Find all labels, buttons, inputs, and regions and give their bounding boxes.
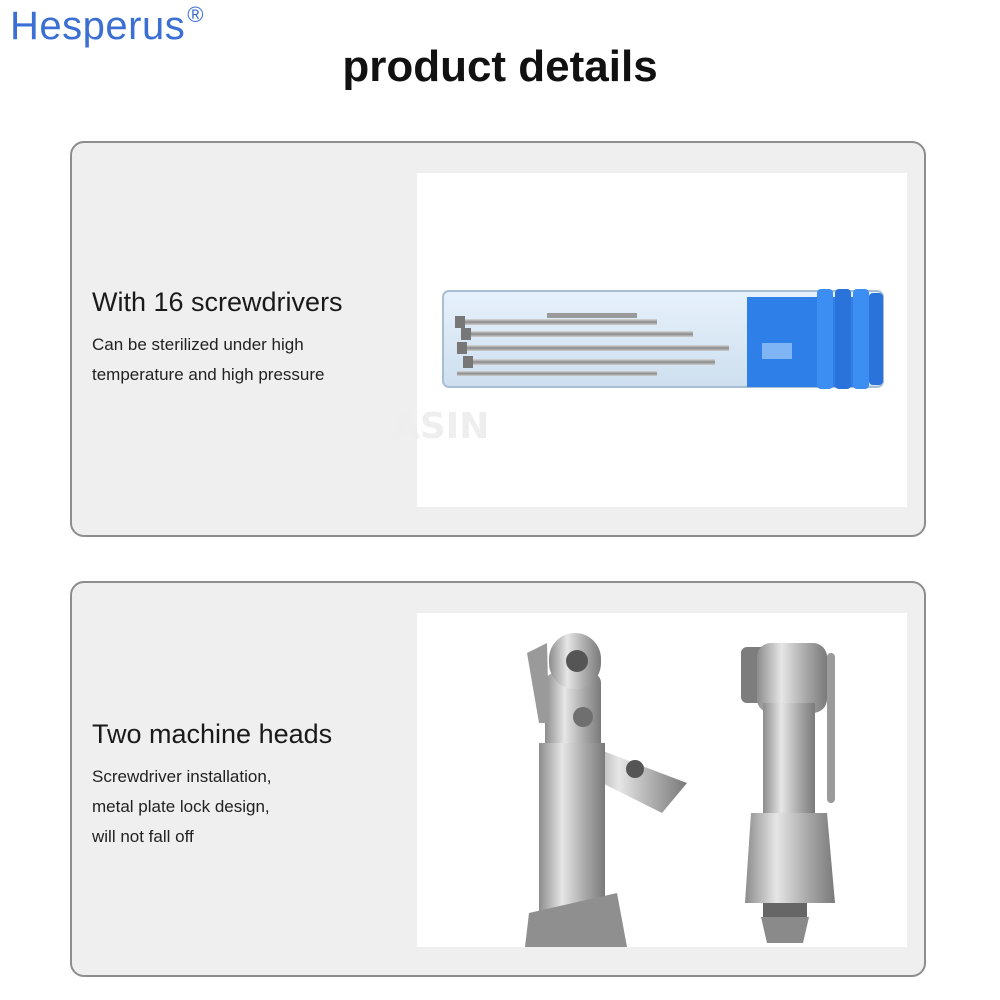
card-description-line: will not fall off	[92, 827, 194, 846]
machine-head-left-icon	[525, 633, 687, 947]
card-heading: With 16 screwdrivers	[92, 287, 343, 317]
card-description-line: Can be sterilized under high	[92, 335, 304, 354]
watermark-text: ASIN	[392, 406, 490, 447]
brand-name: Hesperus	[10, 4, 186, 48]
blue-holder-icon	[747, 289, 883, 389]
machine-head-right-icon	[741, 643, 835, 943]
screwdriver-case-illustration	[392, 173, 907, 507]
page-title: product details	[342, 42, 658, 91]
card-heading: Two machine heads	[92, 719, 333, 749]
machine-heads-photo	[417, 613, 907, 947]
card-text	[92, 287, 412, 390]
card-description-line: temperature and high pressure	[92, 365, 325, 384]
detail-card-screwdrivers	[70, 141, 926, 537]
card-text	[92, 719, 412, 852]
machine-heads-illustration	[417, 613, 907, 947]
card-description-line: Screwdriver installation,	[92, 767, 272, 786]
screwdriver-case-photo	[392, 173, 907, 507]
card-description-line: metal plate lock design,	[92, 797, 270, 816]
detail-card-machine-heads	[70, 581, 926, 977]
registered-mark: ®	[187, 2, 204, 27]
